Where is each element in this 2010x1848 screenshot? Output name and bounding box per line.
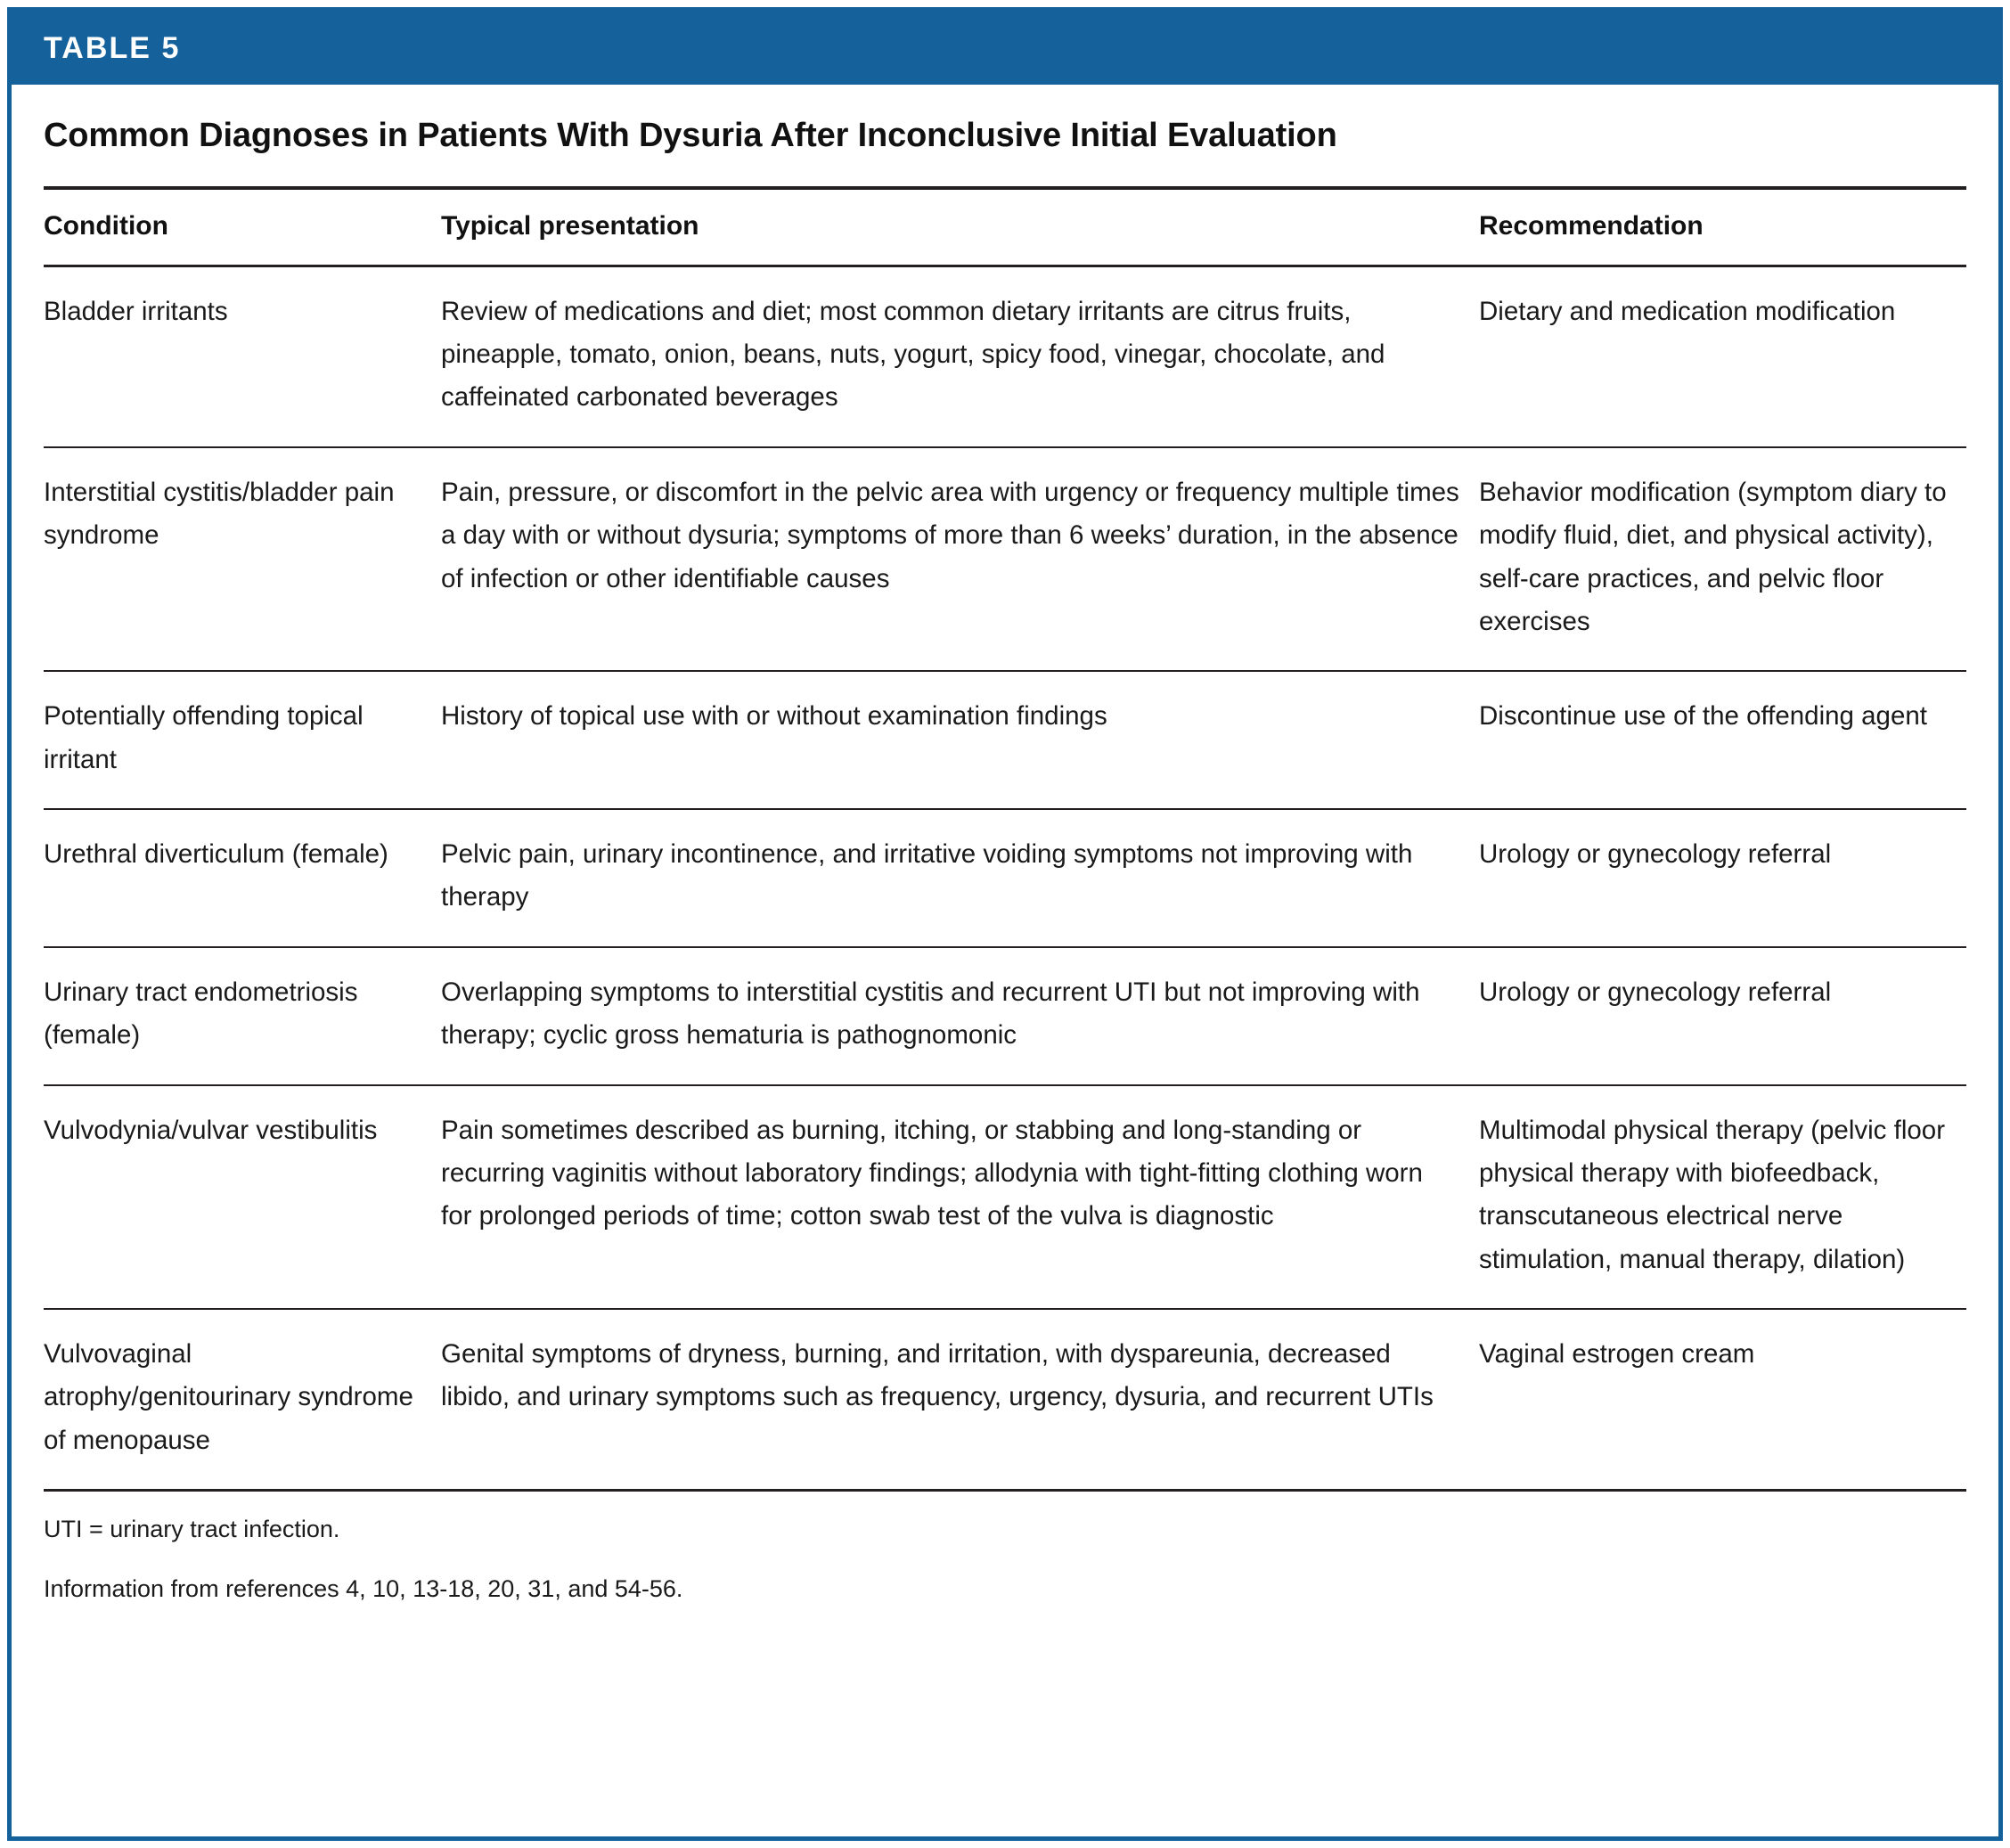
cell-condition: Potentially offending topical irritant bbox=[44, 671, 441, 809]
cell-condition: Bladder irritants bbox=[44, 266, 441, 447]
column-header-recommendation: Recommendation bbox=[1479, 188, 1966, 266]
table-number-label: TABLE 5 bbox=[44, 31, 181, 65]
table-row bbox=[44, 947, 1966, 1085]
table-row bbox=[44, 671, 1966, 809]
table-body-rows bbox=[44, 266, 1966, 1491]
cell-presentation: Genital symptoms of dryness, burning, and irritation, with dyspareunia, decreased libido, and urinary symptoms such as frequency, urgency, dysuria, and recurrent UTIs bbox=[441, 1309, 1479, 1491]
diagnoses-table bbox=[44, 186, 1966, 1492]
table-body bbox=[12, 85, 1998, 1836]
table-title: Common Diagnoses in Patients With Dysuria After Inconclusive Initial Evaluation bbox=[44, 117, 1337, 154]
cell-presentation: Overlapping symptoms to interstitial cystitis and recurrent UTI but not improving with therapy; cyclic gross hematuria is pathognomonic bbox=[441, 947, 1479, 1085]
cell-recommendation: Dietary and medication modification bbox=[1479, 266, 1966, 447]
table-number-banner bbox=[12, 12, 1998, 85]
cell-presentation: Pain sometimes described as burning, itching, or stabbing and long-standing or recurring vaginitis without laboratory findings; allodynia with tight-fitting clothing worn for prolonged periods of time; cotton swab test of the vulva is diagnostic bbox=[441, 1085, 1479, 1310]
table-row bbox=[44, 809, 1966, 947]
table-card bbox=[7, 7, 2003, 1841]
table-row bbox=[44, 266, 1966, 447]
cell-presentation: Pelvic pain, urinary incontinence, and irritative voiding symptoms not improving with therapy bbox=[441, 809, 1479, 947]
cell-condition: Vulvodynia/vulvar vestibulitis bbox=[44, 1085, 441, 1310]
cell-recommendation: Discontinue use of the offending agent bbox=[1479, 671, 1966, 809]
column-header-presentation: Typical presentation bbox=[441, 188, 1479, 266]
column-header-condition: Condition bbox=[44, 188, 441, 266]
cell-recommendation: Vaginal estrogen cream bbox=[1479, 1309, 1966, 1491]
table-header bbox=[44, 188, 1966, 266]
cell-recommendation: Urology or gynecology referral bbox=[1479, 809, 1966, 947]
cell-condition: Interstitial cystitis/bladder pain syndrome bbox=[44, 447, 441, 672]
cell-presentation: Pain, pressure, or discomfort in the pelvic area with urgency or frequency multiple times a day with or without dysuria; symptoms of more than 6 weeks’ duration, in the absence of infection or other identifiable causes bbox=[441, 447, 1479, 672]
footnote-abbreviation: UTI = urinary tract infection. bbox=[44, 1516, 340, 1543]
table-footnotes bbox=[44, 1492, 1966, 1615]
cell-recommendation: Multimodal physical therapy (pelvic floor physical therapy with biofeedback, transcutaneous electrical nerve stimulation, manual therapy, dilation) bbox=[1479, 1085, 1966, 1310]
cell-presentation: Review of medications and diet; most common dietary irritants are citrus fruits, pineapple, tomato, onion, beans, nuts, yogurt, spicy food, vinegar, chocolate, and caffeinated carbonated beverages bbox=[441, 266, 1479, 447]
cell-recommendation: Behavior modification (symptom diary to modify fluid, diet, and physical activity), self-care practices, and pelvic floor exercises bbox=[1479, 447, 1966, 672]
table-header-row bbox=[44, 188, 1966, 266]
table-row bbox=[44, 447, 1966, 672]
cell-presentation: History of topical use with or without examination findings bbox=[441, 671, 1479, 809]
cell-recommendation: Urology or gynecology referral bbox=[1479, 947, 1966, 1085]
table-row bbox=[44, 1309, 1966, 1491]
cell-condition: Urinary tract endometriosis (female) bbox=[44, 947, 441, 1085]
table-row bbox=[44, 1085, 1966, 1310]
footnote-references: Information from references 4, 10, 13-18, 20, 31, and 54-56. bbox=[44, 1574, 683, 1602]
cell-condition: Urethral diverticulum (female) bbox=[44, 809, 441, 947]
cell-condition: Vulvovaginal atrophy/genitourinary syndrome of menopause bbox=[44, 1309, 441, 1491]
